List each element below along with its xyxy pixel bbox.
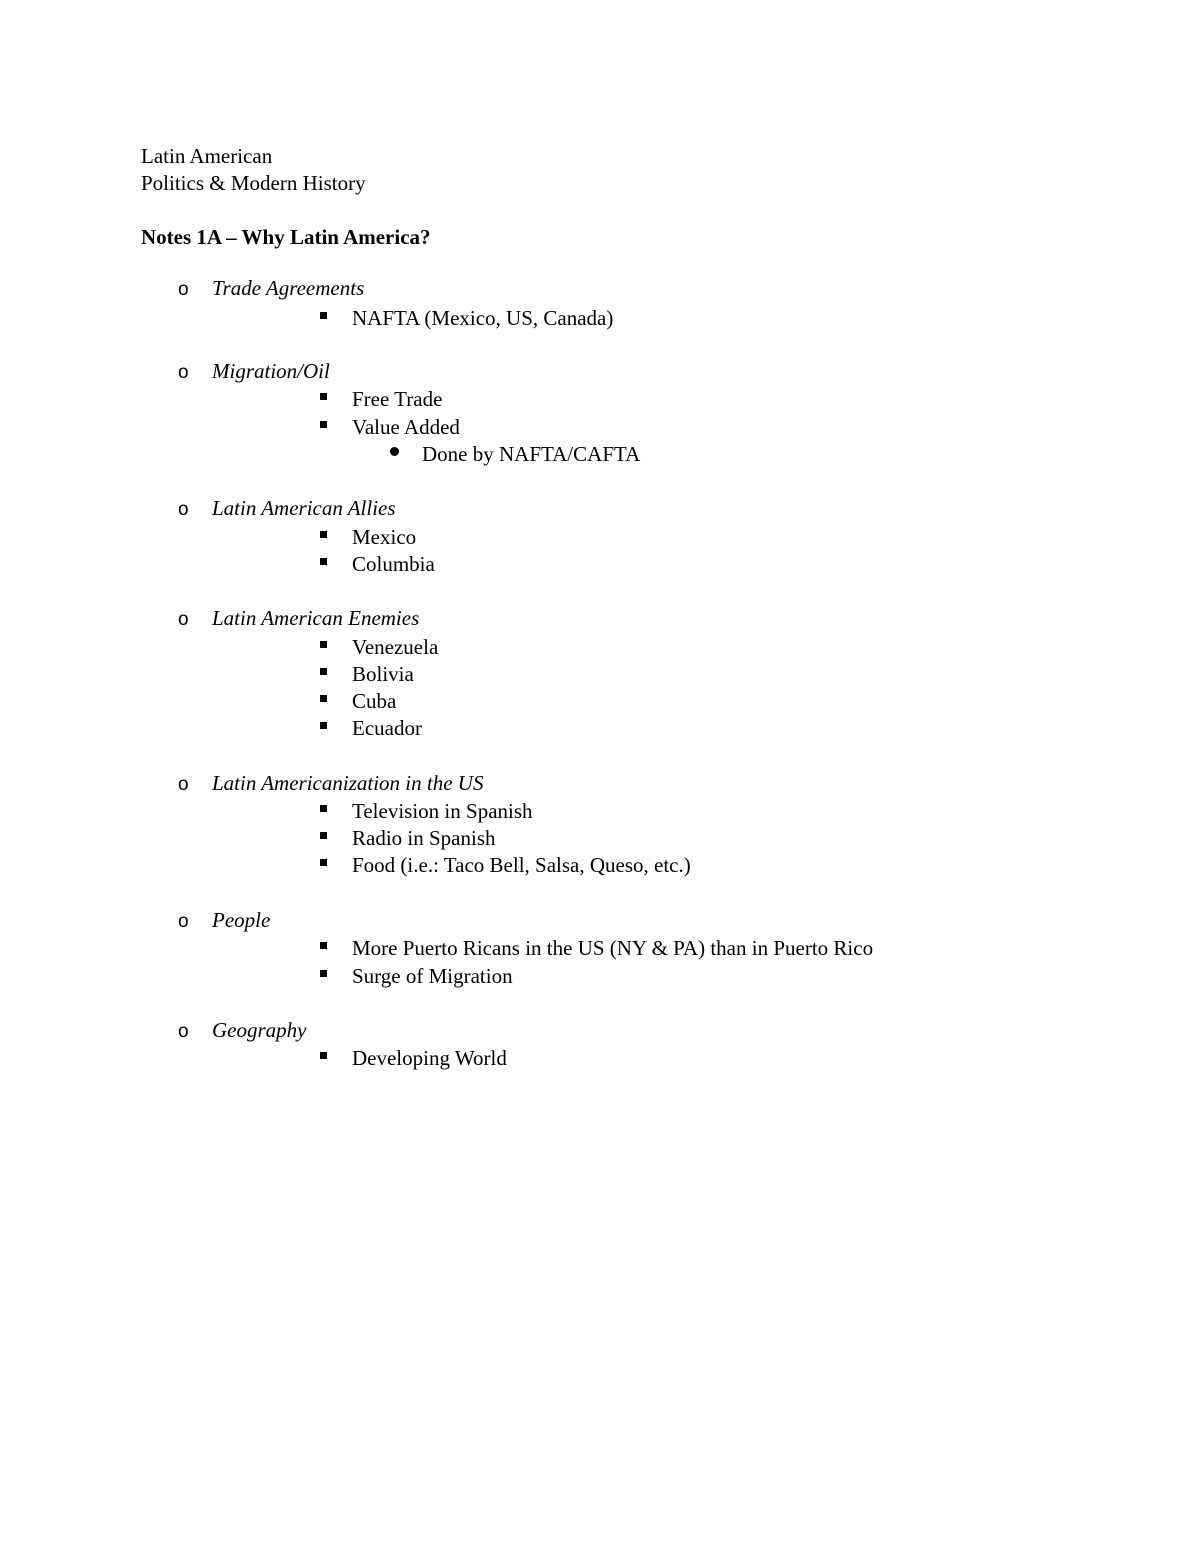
list-item-text: Developing World [352, 1046, 507, 1070]
list-item [318, 414, 460, 441]
list-item [318, 963, 513, 990]
list-item-text: Television in Spanish [352, 799, 533, 823]
section-title: People [212, 908, 271, 932]
list-item-text: NAFTA (Mexico, US, Canada) [352, 306, 614, 330]
course-title-line-1: Latin American [141, 144, 273, 168]
list-item [318, 715, 422, 742]
section-title: Trade Agreements [212, 276, 365, 300]
list-item [318, 524, 416, 551]
section-marker: o [178, 279, 189, 300]
list-item [318, 798, 533, 825]
section-trade-agreements [178, 275, 364, 303]
list-item [318, 852, 691, 879]
section-marker: o [178, 911, 189, 932]
section-latin-american-enemies [178, 605, 419, 633]
list-item [318, 305, 613, 332]
list-item [318, 1045, 507, 1072]
section-title: Latin American Allies [212, 496, 396, 520]
section-marker: o [178, 774, 189, 795]
section-title: Geography [212, 1018, 307, 1042]
notes-heading: Notes 1A – Why Latin America? [141, 225, 431, 249]
list-item-text: Ecuador [352, 716, 422, 740]
section-marker: o [178, 1021, 189, 1042]
list-item-text: Surge of Migration [352, 964, 513, 988]
list-item-text: Radio in Spanish [352, 826, 496, 850]
sub-list-item-text: Done by NAFTA/CAFTA [422, 442, 641, 466]
list-item-text: More Puerto Ricans in the US (NY & PA) than in Puerto Rico [352, 936, 874, 960]
list-item-text: Columbia [352, 552, 435, 576]
list-item-text: Food (i.e.: Taco Bell, Salsa, Queso, etc.) [352, 853, 691, 877]
list-item-text: Value Added [352, 415, 460, 439]
course-title-line-2: Politics & Modern History [141, 171, 366, 195]
section-marker: o [178, 362, 189, 383]
list-item [318, 935, 873, 962]
sub-list-item [388, 441, 640, 468]
section-latin-american-allies [178, 495, 396, 523]
section-marker: o [178, 609, 189, 630]
list-item [318, 386, 442, 413]
list-item [318, 688, 396, 715]
list-item-text: Free Trade [352, 387, 443, 411]
list-item-text: Mexico [352, 525, 417, 549]
section-people [178, 907, 270, 935]
list-item [318, 825, 496, 852]
list-item-text: Cuba [352, 689, 397, 713]
section-marker: o [178, 499, 189, 520]
list-item [318, 661, 414, 688]
list-item-text: Bolivia [352, 662, 414, 686]
section-title: Migration/Oil [212, 359, 330, 383]
section-title: Latin Americanization in the US [212, 771, 484, 795]
section-migration-oil [178, 358, 330, 386]
section-geography [178, 1017, 306, 1045]
list-item-text: Venezuela [352, 635, 439, 659]
list-item [318, 634, 438, 661]
list-item [318, 551, 435, 578]
section-title: Latin American Enemies [212, 606, 420, 630]
section-latin-americanization [178, 770, 483, 798]
